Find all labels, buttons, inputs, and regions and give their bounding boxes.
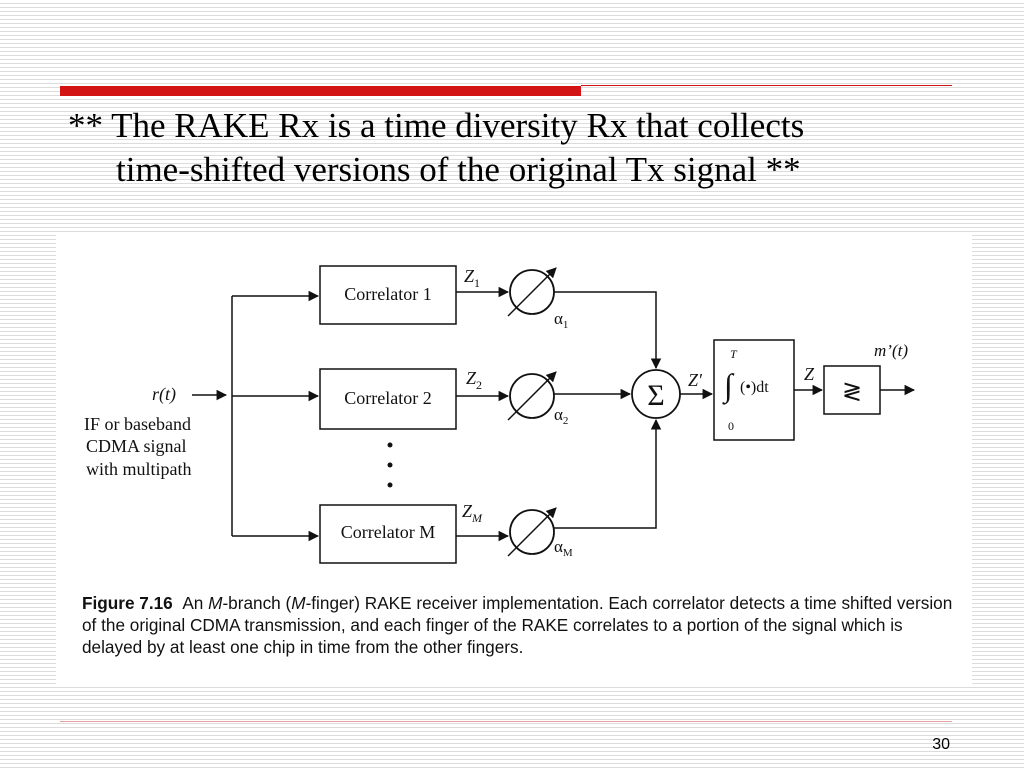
input-desc-line-3: with multipath xyxy=(86,459,192,479)
decision-symbol-icon: ≷ xyxy=(841,379,863,405)
correlator-1-label: Correlator 1 xyxy=(344,284,432,304)
figure-caption xyxy=(82,592,962,658)
title-line-1: ** The RAKE Rx is a time diversity Rx that collects xyxy=(68,106,805,145)
branch-m-to-sum-arrow xyxy=(554,420,656,528)
alpha-2-label: $\alpha_2$ xyxy=(554,405,569,427)
input-desc-line-1: IF or baseband xyxy=(84,414,191,434)
rake-receiver-diagram xyxy=(56,232,972,592)
z-label: Z xyxy=(804,364,815,384)
page-number: 30 xyxy=(932,736,950,753)
correlator-2-label: Correlator 2 xyxy=(344,388,432,408)
integrator-body: (•)dt xyxy=(740,379,769,396)
branch-1-to-sum-arrow xyxy=(554,292,656,368)
ellipsis-dot-3 xyxy=(388,483,393,488)
caption-text-2: -branch ( xyxy=(222,593,292,613)
caption-italic-1: M xyxy=(208,593,223,613)
zm-label: $Z_M$ xyxy=(462,501,483,525)
integrator-lower-limit: 0 xyxy=(728,419,734,433)
correlator-m-label: Correlator M xyxy=(340,522,436,542)
caption-text-3: -finger) RAKE receiver implementation. Each correlator detects a time shifted version of the original CDMA transmission, and each finger of the RAKE correlates to a portion of the signal which is delayed by at least one chip in time from the other fingers. xyxy=(82,593,953,657)
figure-label: Figure 7.16 xyxy=(82,593,173,613)
ellipsis-dot-2 xyxy=(388,463,393,468)
ellipsis-dot-1 xyxy=(388,443,393,448)
rake-receiver-figure xyxy=(56,232,972,684)
summer-sigma-icon: Σ xyxy=(647,379,665,412)
alpha-1-label: $\alpha_1$ xyxy=(554,309,569,331)
title-accent-bar xyxy=(60,86,581,96)
output-label: m’(t) xyxy=(874,341,908,360)
integral-sign-icon: ∫ xyxy=(724,367,733,403)
footer-line xyxy=(60,721,952,722)
caption-text-1: An xyxy=(182,593,209,613)
z1-label: $Z_1$ xyxy=(464,266,481,290)
alpha-m-label: $\alpha_M$ xyxy=(554,537,573,559)
slide-title xyxy=(68,104,968,192)
input-signal-label: r(t) xyxy=(152,384,176,404)
title-line-2: time-shifted versions of the original Tx signal ** xyxy=(116,150,801,189)
weight-2-variable-gain-icon xyxy=(508,372,556,420)
input-desc-line-2: CDMA signal xyxy=(86,436,187,456)
z-prime-label: Z′ xyxy=(688,370,702,390)
integrator-upper-limit: T xyxy=(730,347,737,361)
weight-m-variable-gain-icon xyxy=(508,508,556,556)
caption-italic-2: M xyxy=(291,593,306,613)
z2-label: $Z_2$ xyxy=(466,368,483,392)
title-accent-line xyxy=(581,85,952,86)
weight-1-variable-gain-icon xyxy=(508,268,556,316)
